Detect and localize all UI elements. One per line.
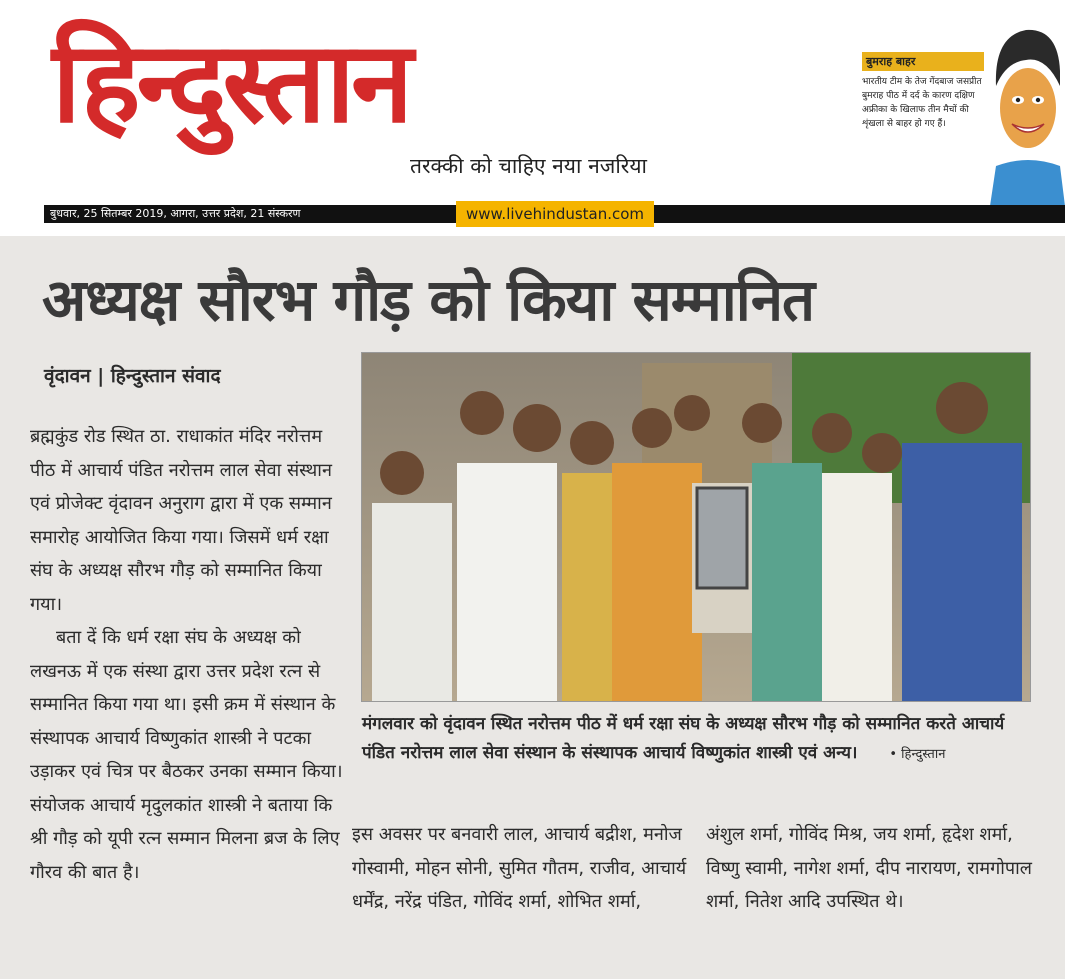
group-photo-image: [362, 353, 1030, 701]
masthead: [0, 0, 1065, 228]
promo-text: भारतीय टीम के तेज गेंदबाज जसप्रीत बुमराह पीठ में दर्द के कारण दक्षिण अफ्रीका के खिलाफ तीन मैचों की शृंखला से बाहर हो गए हैं।: [862, 77, 982, 129]
photo-credit: • हिन्दुस्तान: [889, 747, 946, 762]
article-photo: [361, 352, 1031, 702]
website-url[interactable]: www.livehindustan.com: [456, 201, 654, 227]
newspaper-logo: हिन्दुस्तान: [52, 18, 410, 148]
photo-caption: [362, 710, 1042, 769]
article-paragraph-1: ब्रह्मकुंड रोड स्थित ठा. राधाकांत मंदिर नरोत्तम पीठ में आचार्य पंडित नरोत्तम लाल सेवा संस्थान एवं प्रोजेक्ट वृंदावन अनुराग द्वारा में एक सम्मान समारोह आयोजित किया गया। जिसमें धर्म रक्षा संघ के अध्यक्ष सौरभ गौड़ को सम्मानित किया गया।: [30, 426, 332, 615]
article-column-1: [30, 420, 348, 889]
date-bar: [44, 205, 1065, 223]
article-byline: वृंदावन | हिन्दुस्तान संवाद: [44, 365, 221, 387]
caricature-image: [986, 16, 1065, 206]
dateline: बुधवार, 25 सितम्बर 2019, आगरा, उत्तर प्रदेश, 21 संस्करण: [50, 207, 301, 220]
article-headline: अध्यक्ष सौरभ गौड़ को किया सम्मानित: [42, 266, 815, 334]
article-paragraph-2: बता दें कि धर्म रक्षा संघ के अध्यक्ष को लखनऊ में एक संस्था द्वारा उत्तर प्रदेश रत्न से सम्मानित किया गया था। इसी क्रम में संस्थान के संस्थापक आचार्य विष्णुकांत शास्त्री ने पटका उड़ाकर एवं चित्र पर बैठकर उनका सम्मान किया। संयोजक आचार्य मृदुलकांत शास्त्री ने बताया कि श्री गौड़ को यूपी रत्न सम्मान मिलना ब्रज के लिए गौरव की बात है।: [30, 627, 343, 883]
tagline: तरक्की को चाहिए नया नजरिया: [410, 154, 647, 178]
promo-box: [862, 52, 984, 131]
article-paragraph-4: अंशुल शर्मा, गोविंद मिश्र, जय शर्मा, हृदेश शर्मा, विष्णु स्वामी, नागेश शर्मा, दीप नारायण, रामगोपाल शर्मा, नितेश आदि उपस्थित थे।: [706, 824, 1033, 912]
promo-heading: बुमराह बाहर: [862, 52, 984, 71]
article-paragraph-3: इस अवसर पर बनवारी लाल, आचार्य बद्रीश, मनोज गोस्वामी, मोहन सोनी, सुमित गौतम, राजीव, आचार्य धर्मेंद्र, नरेंद्र पंडित, गोविंद शर्मा, शोभित शर्मा,: [352, 824, 687, 912]
photo-caption-text: मंगलवार को वृंदावन स्थित नरोत्तम पीठ में धर्म रक्षा संघ के अध्यक्ष सौरभ गौड़ को सम्मानित करते आचार्य पंडित नरोत्तम लाल सेवा संस्थान के संस्थापक आचार्य विष्णुकांत शास्त्री एवं अन्य।: [362, 714, 1005, 763]
